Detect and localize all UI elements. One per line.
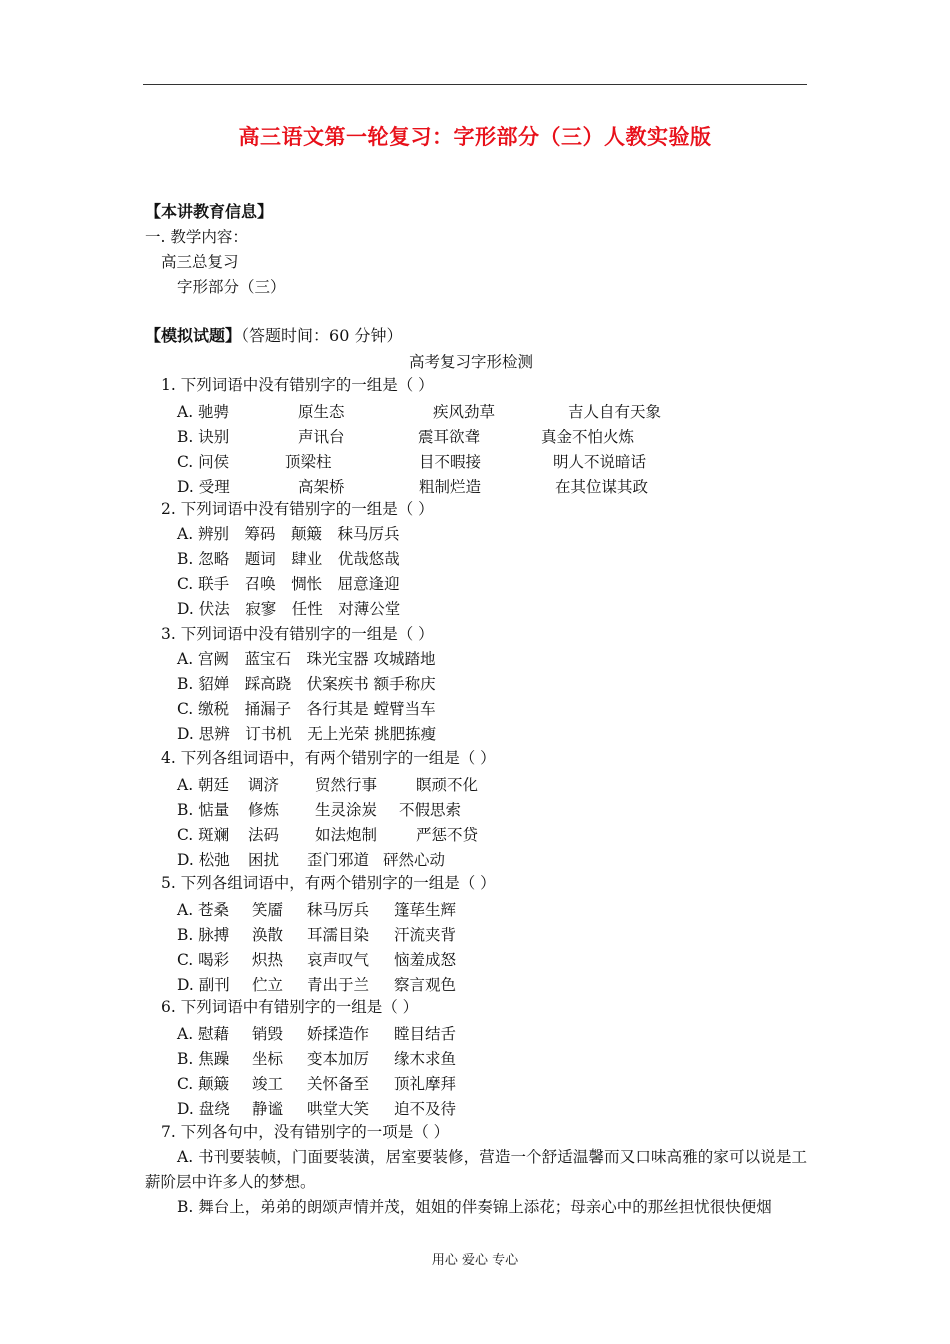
q1-stem: 1. 下列词语中没有错别字的一组是（ ） [161,376,434,394]
q7-option-a: A. 书刊要装帧，门面要装潢，居室要装修，营造一个舒适温馨而又口味高雅的家可以说是工薪阶层中许多人的梦想。 [145,1148,807,1191]
sim-heading: 【模拟试题】 [145,326,242,345]
q6-a-1: A. 慰藉 [177,1025,230,1043]
q5-b-1: B. 脉搏 [177,926,230,944]
q3-stem: 3. 下列词语中没有错别字的一组是（ ） [161,625,434,643]
q1-c-2: 顶梁柱 [285,453,332,471]
q5-a-2: 笑靥 [252,901,284,919]
q5-d-4: 察言观色 [394,976,457,994]
q6-b-4: 缘木求鱼 [394,1050,457,1068]
q5-c-3: 哀声叹气 [307,951,370,969]
q1-b-3: 震耳欲聋 [418,428,481,446]
q6-a-4: 瞠目结舌 [394,1025,457,1043]
q5-b-3: 耳濡目染 [307,926,370,944]
q4-c-4: 严惩不贷 [416,826,479,844]
q4-a-3: 贸然行事 [315,776,378,794]
info-heading: 【本讲教育信息】 [145,202,274,221]
q7-stem: 7. 下列各句中，没有错别字的一项是（ ） [161,1123,450,1141]
q2-stem: 2. 下列词语中没有错别字的一组是（ ） [161,500,434,518]
q6-b-1: B. 焦躁 [177,1050,230,1068]
q4-b-1: B. 惦量 [177,801,230,819]
q3-option-c: C. 缴税 捅漏子 各行其是 螳臂当车 [177,700,436,718]
q1-d-1: D. 受理 [177,478,230,496]
q5-a-3: 秣马厉兵 [307,901,370,919]
info-line-3: 字形部分（三） [177,278,286,296]
q1-a-3: 疾风劲草 [433,403,496,421]
q5-c-2: 炽热 [252,951,284,969]
q6-c-1: C. 颠簸 [177,1075,230,1093]
sim-heading-line [145,326,402,346]
q3-option-d: D. 思辨 订书机 无上光荣 挑肥拣瘦 [177,725,437,743]
q5-d-3: 青出于兰 [307,976,370,994]
q6-d-4: 迫不及待 [394,1100,457,1118]
page-footer: 用心 爱心 专心 [431,1253,519,1268]
q4-d-4: 砰然心动 [383,851,446,869]
q4-c-2: 法码 [248,826,280,844]
q1-c-4: 明人不说暗话 [553,453,647,471]
q2-option-d: D. 伏法 寂寥 任性 对薄公堂 [177,600,401,618]
q4-a-4: 瞑顽不化 [416,776,479,794]
q2-option-b: B. 忽略 题词 肆业 优哉悠哉 [177,550,400,568]
q6-c-2: 竣工 [252,1075,284,1093]
sim-subtitle: 高考复习字形检测 [409,353,534,371]
q4-c-1: C. 斑斓 [177,826,230,844]
q7-option-b: B. 舞台上，弟弟的朗颂声情并茂，姐姐的伴奏锦上添花；母亲心中的那丝担忧很快便烟 [177,1198,772,1216]
q4-a-1: A. 朝廷 [177,776,230,794]
q2-option-c: C. 联手 召唤 惆怅 屈意逢迎 [177,575,400,593]
q4-a-2: 调济 [248,776,280,794]
q6-c-3: 关怀备至 [307,1075,370,1093]
info-line-2: 高三总复习 [161,253,239,271]
q6-d-1: D. 盘绕 [177,1100,230,1118]
q4-c-3: 如法炮制 [315,826,378,844]
q5-d-2: 伫立 [252,976,284,994]
q3-option-a: A. 宫阙 蓝宝石 珠光宝器 攻城踏地 [177,650,436,668]
q5-b-2: 涣散 [252,926,284,944]
q1-a-4: 吉人自有天象 [568,403,662,421]
q5-c-4: 恼羞成怒 [394,951,457,969]
q2-option-a: A. 辨别 筹码 颠簸 秣马厉兵 [177,525,400,543]
q1-a-1: A. 驰骋 [177,403,230,421]
q4-d-2: 困扰 [248,851,280,869]
q6-a-2: 销毁 [252,1025,284,1043]
q5-c-1: C. 喝彩 [177,951,230,969]
q6-b-2: 坐标 [252,1050,284,1068]
q3-option-b: B. 貂婵 踩高跷 伏案疾书 额手称庆 [177,675,436,693]
header-rule [143,84,807,85]
q4-b-2: 修炼 [248,801,280,819]
q1-b-2: 声讯台 [298,428,345,446]
q1-d-2: 高架桥 [298,478,345,496]
q1-c-3: 目不暇接 [419,453,482,471]
q4-d-3: 歪门邪道 [307,851,370,869]
q1-b-1: B. 诀别 [177,428,230,446]
info-line-1: 一. 教学内容： [145,228,248,246]
page-title: 高三语文第一轮复习：字形部分（三）人教实验版 [238,125,712,149]
q6-d-2: 静谧 [252,1100,284,1118]
q4-stem: 4. 下列各组词语中，有两个错别字的一组是（ ） [161,749,496,767]
q5-a-4: 篷荜生辉 [394,901,457,919]
q4-d-1: D. 松弛 [177,851,230,869]
q4-b-3: 生灵涂炭 [315,801,378,819]
q1-d-3: 粗制烂造 [419,478,482,496]
q5-a-1: A. 苍桑 [177,901,230,919]
q6-c-4: 顶礼摩拜 [394,1075,457,1093]
q5-d-1: D. 副刊 [177,976,230,994]
q4-b-4: 不假思索 [399,801,462,819]
q6-b-3: 变本加厉 [307,1050,370,1068]
q1-c-1: C. 问侯 [177,453,230,471]
q6-stem: 6. 下列词语中有错别字的一组是（ ） [161,998,419,1016]
q6-d-3: 哄堂大笑 [307,1100,370,1118]
q1-d-4: 在其位谋其政 [555,478,649,496]
sim-time: （答题时间：60 分钟） [241,326,403,345]
q6-a-3: 娇揉造作 [307,1025,370,1043]
q5-stem: 5. 下列各组词语中，有两个错别字的一组是（ ） [161,874,496,892]
q5-b-4: 汗流夹背 [394,926,457,944]
q1-b-4: 真金不怕火炼 [541,428,635,446]
q1-a-2: 原生态 [298,403,345,421]
